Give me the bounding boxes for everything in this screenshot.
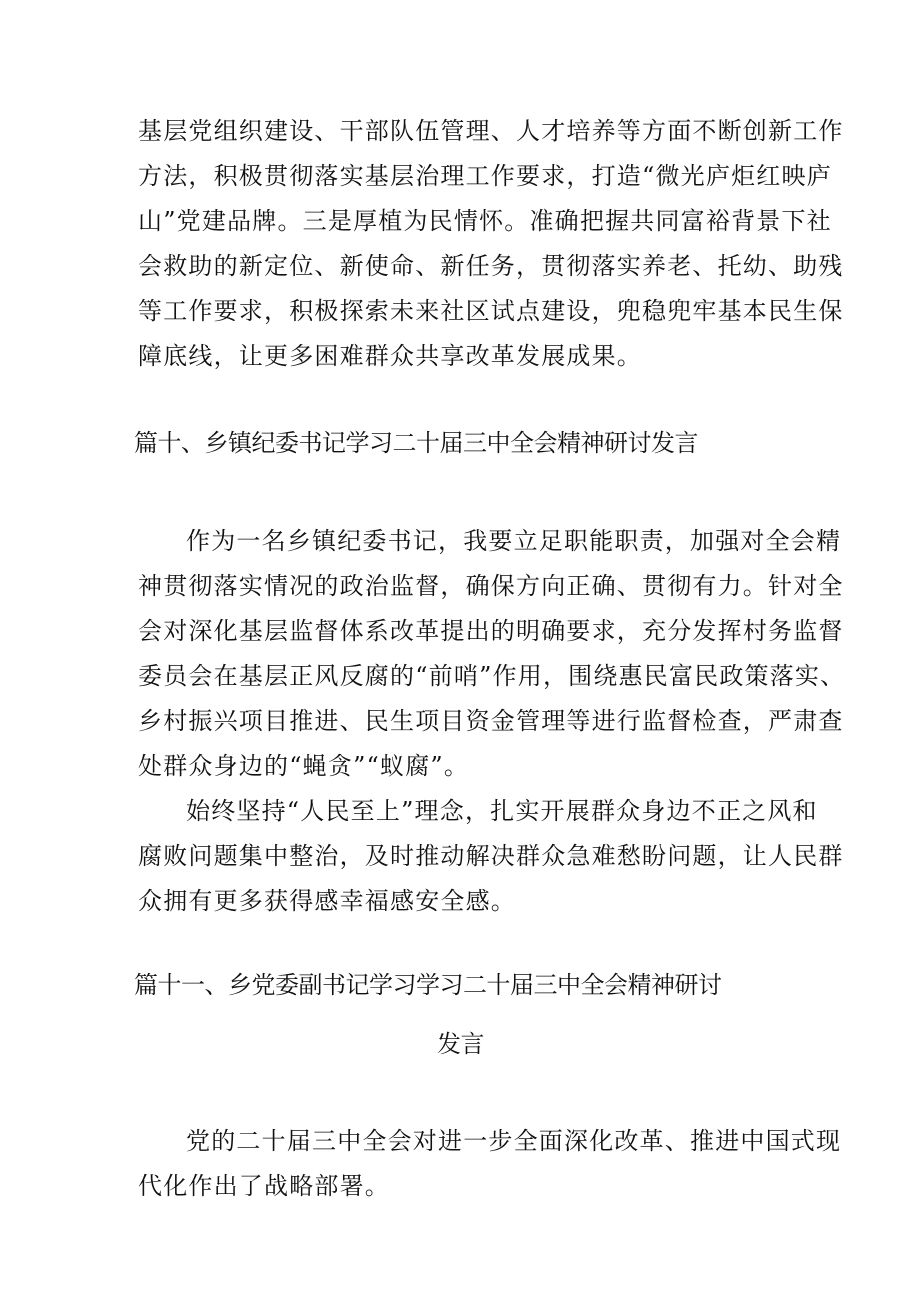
section-heading: 篇十一、乡党委副书记学习学习二十届三中全会精神研讨 <box>134 971 722 999</box>
paragraph-line: 方法，积极贯彻落实基层治理工作要求，打造“微光庐炬红映庐 <box>138 162 832 190</box>
paragraph-line: 会对深化基层监督体系改革提出的明确要求，充分发挥村务监督 <box>138 617 844 645</box>
paragraph-line: 处群众身边的“蝇贪”“蚁腐”。 <box>138 752 470 780</box>
paragraph-line: 基层党组织建设、干部队伍管理、人才培养等方面不断创新工作 <box>138 117 844 145</box>
paragraph-line: 腐败问题集中整治，及时推动解决群众急难愁盼问题，让人民群 <box>138 842 844 870</box>
paragraph-line: 等工作要求，积极探索未来社区试点建设，兜稳兜牢基本民生保 <box>138 297 844 325</box>
section-heading-continuation: 发言 <box>437 1030 484 1058</box>
paragraph-line: 众拥有更多获得感幸福感安全感。 <box>138 887 516 915</box>
paragraph-line: 党的二十届三中全会对进一步全面深化改革、推进中国式现 <box>186 1127 842 1155</box>
paragraph-line: 委员会在基层正风反腐的“前哨”作用，围绕惠民富民政策落实、 <box>138 662 846 690</box>
paragraph-line: 山”党建品牌。三是厚植为民情怀。准确把握共同富裕背景下社 <box>138 207 832 235</box>
paragraph-line: 乡村振兴项目推进、民生项目资金管理等进行监督检查，严肃查 <box>138 707 844 735</box>
paragraph-line: 作为一名乡镇纪委书记，我要立足职能职责，加强对全会精 <box>186 527 842 555</box>
paragraph-line: 障底线，让更多困难群众共享改革发展成果。 <box>138 342 642 370</box>
paragraph-line: 神贯彻落实情况的政治监督，确保方向正确、贯彻有力。针对全 <box>138 572 844 600</box>
paragraph-line: 会救助的新定位、新使命、新任务，贯彻落实养老、托幼、助残 <box>138 252 844 280</box>
paragraph-line: 始终坚持“人民至上”理念，扎实开展群众身边不正之风和 <box>186 797 818 825</box>
paragraph-line: 代化作出了战略部署。 <box>138 1172 390 1200</box>
section-heading: 篇十、乡镇纪委书记学习二十届三中全会精神研讨发言 <box>134 429 698 457</box>
